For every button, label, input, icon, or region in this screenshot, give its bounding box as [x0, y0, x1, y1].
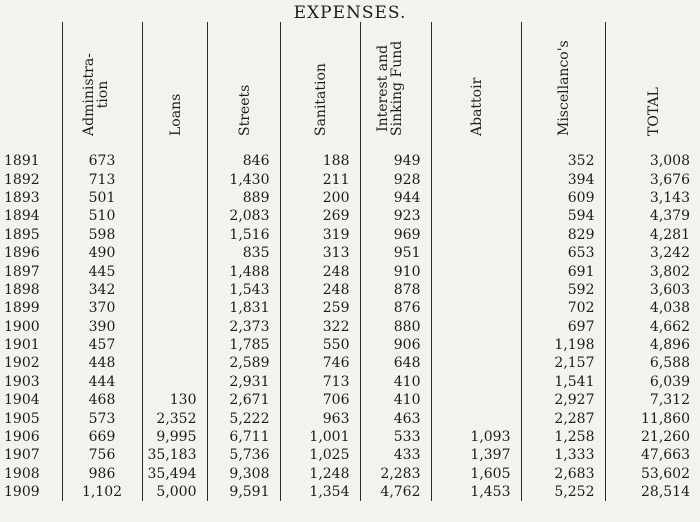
header-row	[0, 22, 700, 142]
cell-streets: 2,083	[207, 207, 280, 225]
cell-total: 3,242	[605, 244, 700, 262]
cell-total: 28,514	[605, 483, 700, 501]
table-row	[0, 354, 700, 372]
cell-administration: 986	[62, 465, 142, 483]
cell-abattoir: 1,453	[431, 483, 521, 501]
cell-miscellaneous: 702	[521, 299, 605, 317]
cell-sanitation: 259	[280, 299, 360, 317]
cell-miscellaneous: 592	[521, 281, 605, 299]
table-row	[0, 170, 700, 188]
cell-administration: 510	[62, 207, 142, 225]
cell-loans	[142, 281, 207, 299]
cell-abattoir	[431, 262, 521, 280]
cell-loans	[142, 336, 207, 354]
cell-total: 11,860	[605, 409, 700, 427]
cell-total: 7,312	[605, 391, 700, 409]
cell-miscellaneous: 829	[521, 226, 605, 244]
table-row	[0, 244, 700, 262]
cell-administration: 468	[62, 391, 142, 409]
cell-total: 4,038	[605, 299, 700, 317]
header-miscellaneous: Miscellanco's	[521, 22, 605, 142]
cell-loans	[142, 262, 207, 280]
cell-loans	[142, 207, 207, 225]
table-row	[0, 226, 700, 244]
cell-abattoir	[431, 354, 521, 372]
cell-administration: 445	[62, 262, 142, 280]
table-row	[0, 281, 700, 299]
cell-streets: 2,671	[207, 391, 280, 409]
header-abattoir: Abattoir	[431, 22, 521, 142]
cell-streets: 1,543	[207, 281, 280, 299]
cell-interest-sinking-fund: 910	[360, 262, 431, 280]
cell-loans	[142, 244, 207, 262]
cell-miscellaneous: 2,287	[521, 409, 605, 427]
cell-total: 4,281	[605, 226, 700, 244]
cell-total: 53,602	[605, 465, 700, 483]
cell-streets: 1,488	[207, 262, 280, 280]
header-year	[0, 22, 62, 142]
cell-streets: 835	[207, 244, 280, 262]
table-title: EXPENSES.	[293, 3, 407, 23]
cell-miscellaneous: 653	[521, 244, 605, 262]
cell-miscellaneous: 1,258	[521, 428, 605, 446]
cell-miscellaneous: 394	[521, 170, 605, 188]
cell-interest-sinking-fund: 880	[360, 318, 431, 336]
cell-streets: 2,373	[207, 318, 280, 336]
cell-total: 4,379	[605, 207, 700, 225]
header-interest-sinking-fund: Interest and Sinking Fund	[360, 22, 431, 142]
cell-year: 1891	[4, 153, 40, 170]
header-streets: Streets	[207, 22, 280, 142]
cell-administration: 598	[62, 226, 142, 244]
cell-loans	[142, 226, 207, 244]
cell-sanitation: 1,354	[280, 483, 360, 501]
cell-loans	[142, 189, 207, 207]
cell-abattoir	[431, 142, 521, 170]
cell-administration: 370	[62, 299, 142, 317]
cell-abattoir	[431, 391, 521, 409]
cell-miscellaneous: 691	[521, 262, 605, 280]
table-row	[0, 409, 700, 427]
cell-total: 21,260	[605, 428, 700, 446]
table-row	[0, 336, 700, 354]
cell-administration: 444	[62, 373, 142, 391]
cell-total: 4,662	[605, 318, 700, 336]
table-row	[0, 142, 700, 170]
cell-streets: 1,785	[207, 336, 280, 354]
cell-sanitation: 319	[280, 226, 360, 244]
header-total: TOTAL	[605, 22, 700, 142]
cell-miscellaneous: 1,541	[521, 373, 605, 391]
cell-miscellaneous: 352	[521, 142, 605, 170]
cell-abattoir: 1,093	[431, 428, 521, 446]
cell-loans	[142, 373, 207, 391]
cell-interest-sinking-fund: 4,762	[360, 483, 431, 501]
cell-abattoir	[431, 244, 521, 262]
cell-miscellaneous: 594	[521, 207, 605, 225]
cell-abattoir	[431, 281, 521, 299]
cell-streets: 889	[207, 189, 280, 207]
table-row	[0, 428, 700, 446]
cell-year: 1899	[4, 300, 40, 317]
cell-year: 1907	[4, 447, 40, 464]
cell-miscellaneous: 2,927	[521, 391, 605, 409]
cell-loans	[142, 354, 207, 372]
cell-total: 3,603	[605, 281, 700, 299]
cell-interest-sinking-fund: 923	[360, 207, 431, 225]
cell-abattoir	[431, 170, 521, 188]
cell-loans: 9,995	[142, 428, 207, 446]
cell-miscellaneous: 697	[521, 318, 605, 336]
cell-interest-sinking-fund: 969	[360, 226, 431, 244]
cell-administration: 490	[62, 244, 142, 262]
cell-year: 1902	[4, 355, 40, 372]
cell-abattoir	[431, 189, 521, 207]
cell-year: 1895	[4, 226, 40, 243]
header-loans: Loans	[142, 22, 207, 142]
cell-total: 47,663	[605, 446, 700, 464]
cell-total: 3,802	[605, 262, 700, 280]
cell-sanitation: 313	[280, 244, 360, 262]
cell-sanitation: 550	[280, 336, 360, 354]
cell-streets: 6,711	[207, 428, 280, 446]
cell-year: 1906	[4, 429, 40, 446]
cell-year: 1892	[4, 171, 40, 188]
cell-total: 3,008	[605, 142, 700, 170]
cell-sanitation: 713	[280, 373, 360, 391]
cell-sanitation: 322	[280, 318, 360, 336]
cell-total: 6,039	[605, 373, 700, 391]
table-row	[0, 299, 700, 317]
cell-year: 1903	[4, 373, 40, 390]
cell-interest-sinking-fund: 906	[360, 336, 431, 354]
cell-year: 1898	[4, 281, 40, 298]
cell-sanitation: 706	[280, 391, 360, 409]
table-row	[0, 446, 700, 464]
cell-sanitation: 188	[280, 142, 360, 170]
cell-miscellaneous: 609	[521, 189, 605, 207]
cell-interest-sinking-fund: 928	[360, 170, 431, 188]
cell-administration: 457	[62, 336, 142, 354]
cell-administration: 573	[62, 409, 142, 427]
cell-abattoir: 1,605	[431, 465, 521, 483]
cell-administration: 1,102	[62, 483, 142, 501]
cell-interest-sinking-fund: 876	[360, 299, 431, 317]
cell-streets: 1,430	[207, 170, 280, 188]
cell-year: 1901	[4, 337, 40, 354]
cell-year: 1900	[4, 318, 40, 335]
cell-loans	[142, 142, 207, 170]
cell-interest-sinking-fund: 648	[360, 354, 431, 372]
cell-abattoir	[431, 409, 521, 427]
cell-loans: 35,494	[142, 465, 207, 483]
cell-miscellaneous: 1,333	[521, 446, 605, 464]
table-row	[0, 373, 700, 391]
cell-total: 3,676	[605, 170, 700, 188]
cell-year: 1894	[4, 208, 40, 225]
cell-year: 1908	[4, 465, 40, 482]
cell-streets: 1,831	[207, 299, 280, 317]
cell-loans: 35,183	[142, 446, 207, 464]
cell-streets: 2,931	[207, 373, 280, 391]
cell-interest-sinking-fund: 878	[360, 281, 431, 299]
cell-loans	[142, 170, 207, 188]
cell-total: 6,588	[605, 354, 700, 372]
cell-streets: 2,589	[207, 354, 280, 372]
cell-streets: 1,516	[207, 226, 280, 244]
table-row	[0, 207, 700, 225]
table-row	[0, 391, 700, 409]
cell-abattoir	[431, 207, 521, 225]
cell-streets: 9,308	[207, 465, 280, 483]
cell-sanitation: 248	[280, 281, 360, 299]
cell-administration: 673	[62, 142, 142, 170]
cell-interest-sinking-fund: 944	[360, 189, 431, 207]
cell-year: 1904	[4, 392, 40, 409]
cell-miscellaneous: 2,157	[521, 354, 605, 372]
table-row	[0, 262, 700, 280]
table-row	[0, 465, 700, 483]
header-administration: Administra- tion	[62, 22, 142, 142]
cell-sanitation: 1,001	[280, 428, 360, 446]
cell-administration: 390	[62, 318, 142, 336]
cell-loans: 2,352	[142, 409, 207, 427]
cell-administration: 713	[62, 170, 142, 188]
cell-interest-sinking-fund: 410	[360, 391, 431, 409]
cell-sanitation: 746	[280, 354, 360, 372]
table-row	[0, 189, 700, 207]
cell-year: 1909	[4, 484, 40, 501]
cell-sanitation: 963	[280, 409, 360, 427]
table-row	[0, 483, 700, 501]
cell-loans: 130	[142, 391, 207, 409]
cell-administration: 342	[62, 281, 142, 299]
cell-administration: 669	[62, 428, 142, 446]
cell-sanitation: 1,025	[280, 446, 360, 464]
cell-abattoir	[431, 318, 521, 336]
cell-abattoir	[431, 299, 521, 317]
expenses-table	[0, 22, 700, 501]
cell-interest-sinking-fund: 533	[360, 428, 431, 446]
cell-interest-sinking-fund: 410	[360, 373, 431, 391]
cell-sanitation: 248	[280, 262, 360, 280]
cell-abattoir	[431, 226, 521, 244]
cell-year: 1893	[4, 189, 40, 206]
cell-sanitation: 1,248	[280, 465, 360, 483]
cell-year: 1897	[4, 263, 40, 280]
table-row	[0, 318, 700, 336]
cell-miscellaneous: 1,198	[521, 336, 605, 354]
cell-abattoir	[431, 373, 521, 391]
cell-total: 3,143	[605, 189, 700, 207]
cell-interest-sinking-fund: 463	[360, 409, 431, 427]
cell-loans: 5,000	[142, 483, 207, 501]
cell-streets: 9,591	[207, 483, 280, 501]
cell-sanitation: 269	[280, 207, 360, 225]
cell-administration: 448	[62, 354, 142, 372]
cell-sanitation: 200	[280, 189, 360, 207]
header-sanitation: Sanitation	[280, 22, 360, 142]
cell-interest-sinking-fund: 951	[360, 244, 431, 262]
cell-year: 1896	[4, 245, 40, 262]
cell-loans	[142, 299, 207, 317]
cell-miscellaneous: 2,683	[521, 465, 605, 483]
cell-streets: 846	[207, 142, 280, 170]
cell-interest-sinking-fund: 433	[360, 446, 431, 464]
cell-administration: 501	[62, 189, 142, 207]
cell-streets: 5,736	[207, 446, 280, 464]
cell-total: 4,896	[605, 336, 700, 354]
cell-interest-sinking-fund: 2,283	[360, 465, 431, 483]
cell-sanitation: 211	[280, 170, 360, 188]
cell-streets: 5,222	[207, 409, 280, 427]
cell-abattoir	[431, 336, 521, 354]
cell-abattoir: 1,397	[431, 446, 521, 464]
cell-miscellaneous: 5,252	[521, 483, 605, 501]
cell-interest-sinking-fund: 949	[360, 142, 431, 170]
cell-administration: 756	[62, 446, 142, 464]
cell-loans	[142, 318, 207, 336]
cell-year: 1905	[4, 410, 40, 427]
